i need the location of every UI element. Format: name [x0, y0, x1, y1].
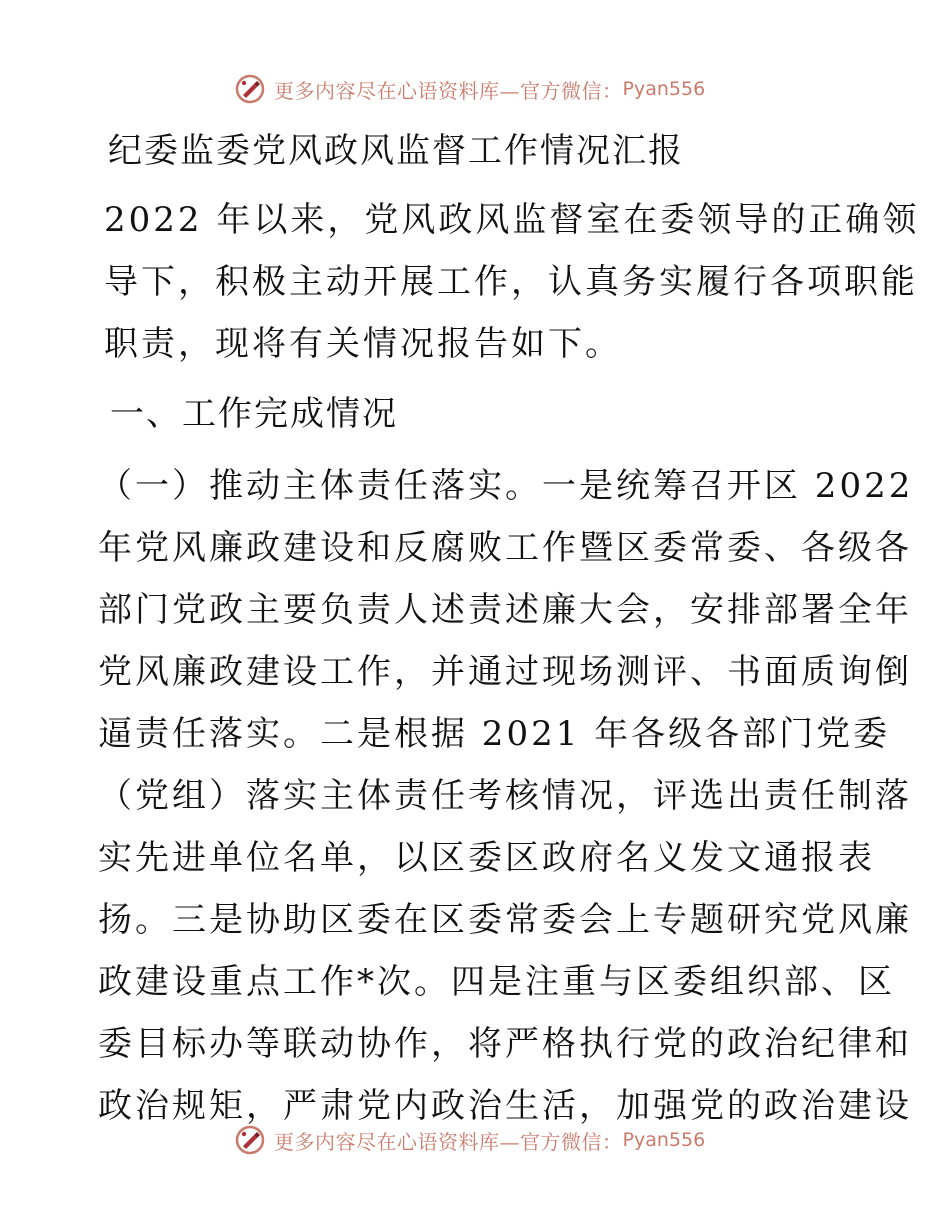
- body-line: 逼责任落实。二是根据 2021 年各级各部门党委: [98, 714, 891, 754]
- body-line: 委目标办等联动协作，将严格执行党的政治纪律和: [98, 1024, 912, 1064]
- intro-line: 职责，现将有关情况报告如下。: [104, 324, 622, 364]
- body-line: 党风廉政建设工作，并通过现场测评、书面质询倒: [98, 652, 912, 692]
- intro-line: 2022 年以来，党风政风监督室在委领导的正确领: [104, 200, 920, 240]
- body-line: （党组）落实主体责任考核情况，评选出责任制落: [98, 776, 912, 816]
- watermark-text: 更多内容尽在心语资料库—官方微信：: [274, 1129, 623, 1154]
- body-line: （一）推动主体责任落实。一是统筹召开区 2022: [98, 466, 914, 506]
- section-heading: 一、工作完成情况: [110, 394, 398, 434]
- body-line: 政建设重点工作*次。四是注重与区委组织部、区: [98, 962, 895, 1002]
- body-line: 政治规矩，严肃党内政治生活，加强党的政治建设: [98, 1086, 912, 1126]
- intro-paragraph: [98, 189, 920, 375]
- pen-seal-icon: [234, 1124, 266, 1156]
- body-paragraph: [98, 455, 914, 1137]
- watermark-wechat-id: Pyan556: [622, 78, 706, 100]
- body-line: 部门党政主要负责人述责述廉大会，安排部署全年: [98, 590, 912, 630]
- watermark-header: [234, 72, 705, 106]
- watermark-footer: [234, 1123, 705, 1157]
- watermark-wechat-id: Pyan556: [622, 1129, 706, 1151]
- watermark-text: 更多内容尽在心语资料库—官方微信：: [274, 78, 623, 103]
- body-line: 年党风廉政建设和反腐败工作暨区委常委、各级各: [98, 528, 912, 568]
- document-title: 纪委监委党风政风监督工作情况汇报: [108, 131, 684, 171]
- body-line: 实先进单位名单，以区委区政府名义发文通报表: [98, 838, 875, 878]
- pen-seal-icon: [234, 73, 266, 105]
- intro-line: 导下，积极主动开展工作，认真务实履行各项职能: [104, 262, 918, 302]
- body-line: 扬。三是协助区委在区委常委会上专题研究党风廉: [98, 900, 912, 940]
